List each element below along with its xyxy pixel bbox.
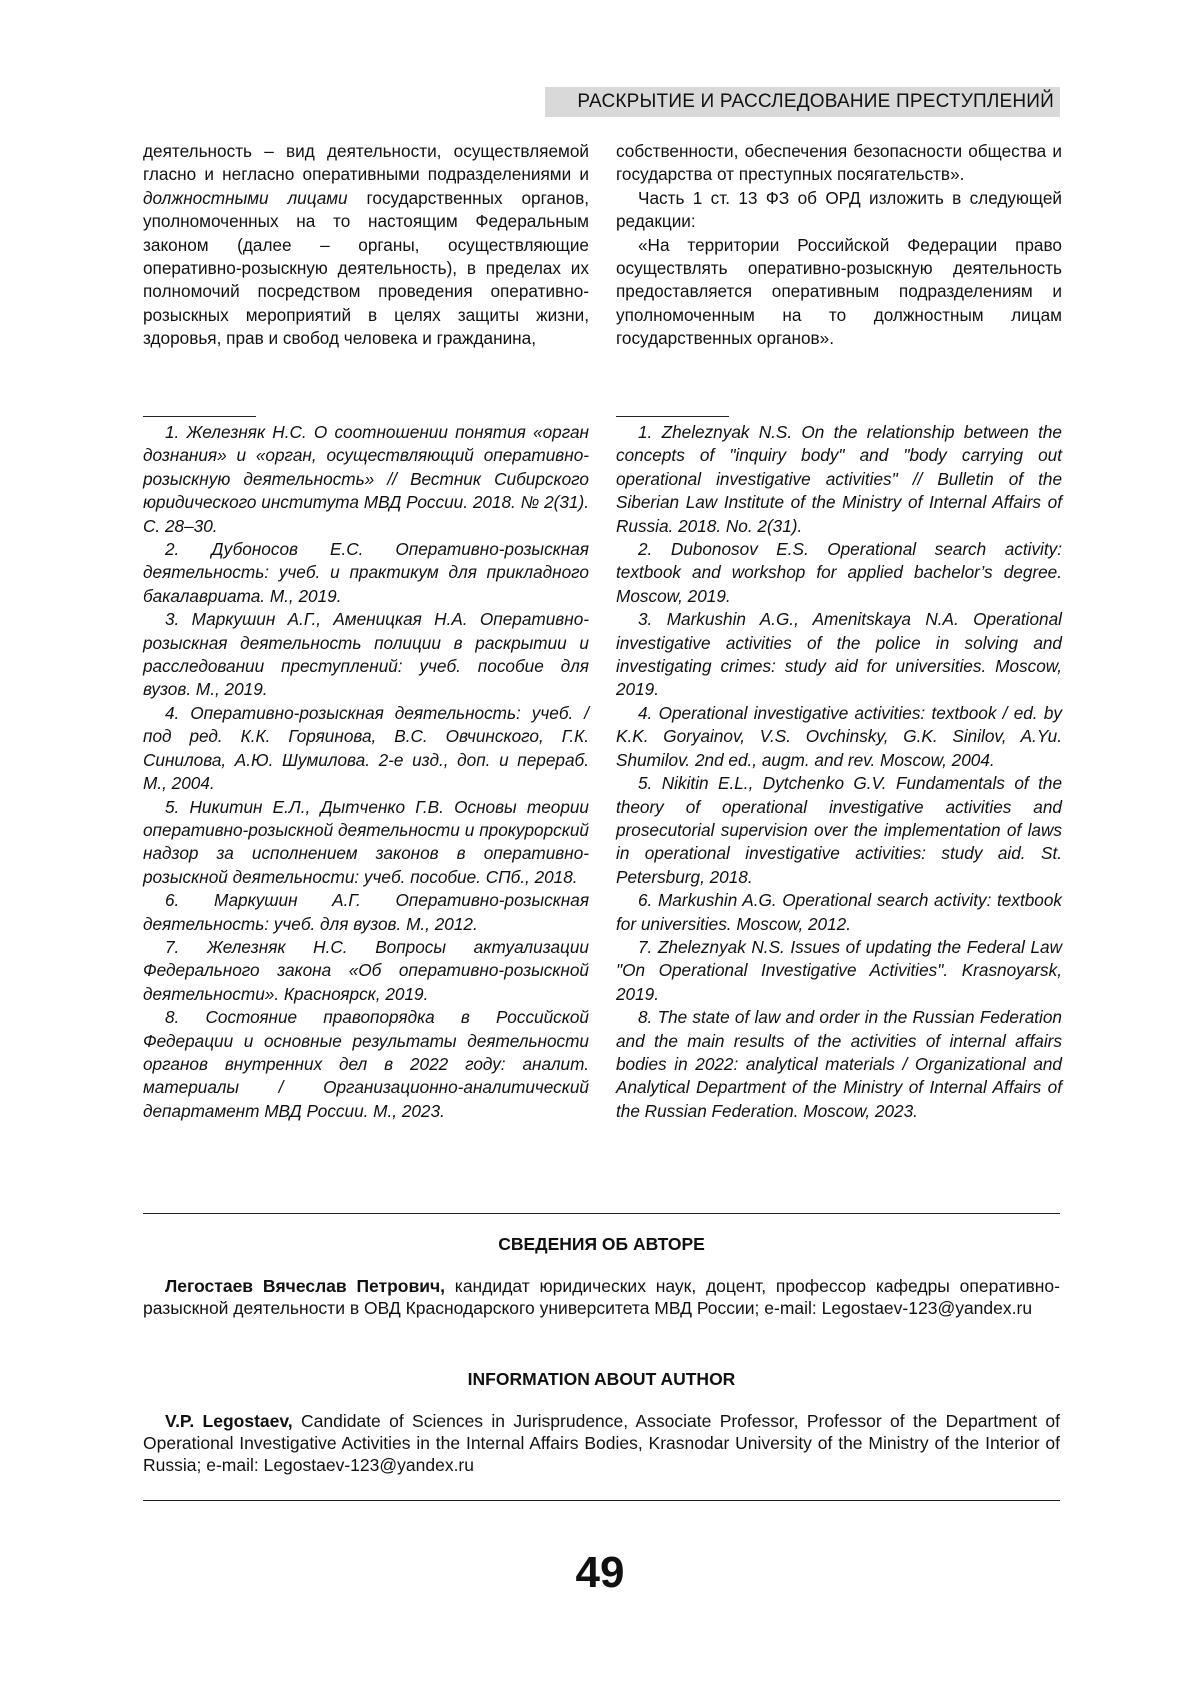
reference-item: 6. Markushin A.G. Operational search activity: textbook for universities. Moscow, 2012.: [616, 889, 1062, 936]
body-paragraph: Часть 1 ст. 13 ФЗ об ОРД изложить в следующей редакции:: [616, 187, 1062, 234]
body-paragraph: «На территории Российской Федерации право осуществлять оперативно-розыскную деятельность предоставляется оперативным подразделениям и уполномоченным на то должностным лицам государственных органов».: [616, 234, 1062, 351]
reference-item: 1. Железняк Н.С. О соотношении понятия «орган дознания» и «орган, осуществляющий оперативно-розыскную деятельность» // Вестник Сибирского юридического института МВД России. 2018. № 2(31). С. 28–30.: [143, 421, 589, 538]
author-bio: Легостаев Вячеслав Петрович, кандидат юридических наук, доцент, профессор кафедры оперативно-разыскной деятельности в ОВД Краснодарского университета МВД России; e-mail: Legostaev-123@yandex.ru: [143, 1275, 1060, 1319]
footnote-rule: [616, 416, 729, 417]
section-divider: [143, 1213, 1060, 1214]
reference-item: 4. Оперативно-розыскная деятельность: учеб. / под ред. К.К. Горяинова, В.С. Овчинского, Г.К. Синилова, А.Ю. Шумилова. 2-е изд., доп. и перераб. М., 2004.: [143, 702, 589, 796]
reference-item: 2. Дубоносов Е.С. Оперативно-розыскная деятельность: учеб. и практикум для прикладного бакалавриата. М., 2019.: [143, 538, 589, 608]
author-info-russian: [143, 1233, 1060, 1319]
reference-item: 3. Маркушин А.Г., Аменицкая Н.А. Оперативно-розыскная деятельность полиции в раскрытии и расследовании преступлений: учеб. пособие для вузов. М., 2019.: [143, 608, 589, 702]
body-column-left: [143, 140, 589, 351]
author-heading: СВЕДЕНИЯ ОБ АВТОРЕ: [143, 1233, 1060, 1255]
author-name: Легостаев Вячеслав Петрович,: [165, 1276, 445, 1296]
references-russian: [143, 421, 589, 1123]
reference-item: 4. Operational investigative activities: textbook / ed. by K.K. Goryainov, V.S. Ovchinsky, G.K. Sinilov, A.Yu. Shumilov. 2nd ed., augm. and rev. Moscow, 2004.: [616, 702, 1062, 772]
running-header: РАСКРЫТИЕ И РАССЛЕДОВАНИЕ ПРЕСТУПЛЕНИЙ: [545, 87, 1060, 117]
reference-item: 8. The state of law and order in the Russian Federation and the main results of the activities of internal affairs bodies in 2022: analytical materials / Organizational and Analytical Department of the Ministry of Internal Affairs of the Russian Federation. Moscow, 2023.: [616, 1006, 1062, 1123]
author-name: V.P. Legostaev,: [165, 1411, 293, 1431]
reference-item: 6. Маркушин А.Г. Оперативно-розыскная деятельность: учеб. для вузов. М., 2012.: [143, 889, 589, 936]
references-english: [616, 421, 1062, 1123]
section-divider: [143, 1500, 1060, 1501]
reference-item: 5. Nikitin E.L., Dytchenko G.V. Fundamentals of the theory of operational investigative activities and prosecutorial supervision over the implementation of laws in operational investigative activities: study aid. St. Petersburg, 2018.: [616, 772, 1062, 889]
reference-item: 5. Никитин Е.Л., Дытченко Г.В. Основы теории оперативно-розыскной деятельности и прокурорский надзор за исполнением законов в оперативно-розыскной деятельности: учеб. пособие. СПб., 2018.: [143, 796, 589, 890]
author-info-english: [143, 1368, 1060, 1476]
reference-item: 7. Железняк Н.С. Вопросы актуализации Федерального закона «Об оперативно-розыскной деятельности». Красноярск, 2019.: [143, 936, 589, 1006]
reference-item: 1. Zheleznyak N.S. On the relationship between the concepts of "inquiry body" and "body carrying out operational investigative activities" // Bulletin of the Siberian Law Institute of the Ministry of Internal Affairs of Russia. 2018. No. 2(31).: [616, 421, 1062, 538]
footnote-rule: [143, 416, 256, 417]
body-paragraph: деятельность – вид деятельности, осуществляемой гласно и негласно оперативными подразделениями и должностными лицами государственных органов, уполномоченных на то настоящим Федеральным законом (далее – органы, осуществляющие оперативно-розыскную деятельность), в пределах их полномочий посредством проведения оперативно-розыскных мероприятий в целях защиты жизни, здоровья, прав и свобод человека и гражданина,: [143, 140, 589, 351]
author-heading: INFORMATION ABOUT AUTHOR: [143, 1368, 1060, 1390]
reference-item: 3. Markushin A.G., Amenitskaya N.A. Operational investigative activities of the police in solving and investigating crimes: study aid for universities. Moscow, 2019.: [616, 608, 1062, 702]
reference-item: 2. Dubonosov E.S. Operational search activity: textbook and workshop for applied bachelor’s degree. Moscow, 2019.: [616, 538, 1062, 608]
page-number: 49: [0, 1548, 1200, 1598]
author-bio: V.P. Legostaev, Candidate of Sciences in Jurisprudence, Associate Professor, Professor of the Department of Operational Investigative Activities in the Internal Affairs Bodies, Krasnodar University of the Ministry of the Interior of Russia; e-mail: Legostaev-123@yandex.ru: [143, 1410, 1060, 1476]
reference-item: 7. Zheleznyak N.S. Issues of updating the Federal Law "On Operational Investigative Activities". Krasnoyarsk, 2019.: [616, 936, 1062, 1006]
reference-item: 8. Состояние правопорядка в Российской Федерации и основные результаты деятельности органов внутренних дел в 2022 году: аналит. материалы / Организационно-аналитический департамент МВД России. М., 2023.: [143, 1006, 589, 1123]
body-paragraph: собственности, обеспечения безопасности общества и государства от преступных посягательств».: [616, 140, 1062, 187]
body-column-right: [616, 140, 1062, 351]
